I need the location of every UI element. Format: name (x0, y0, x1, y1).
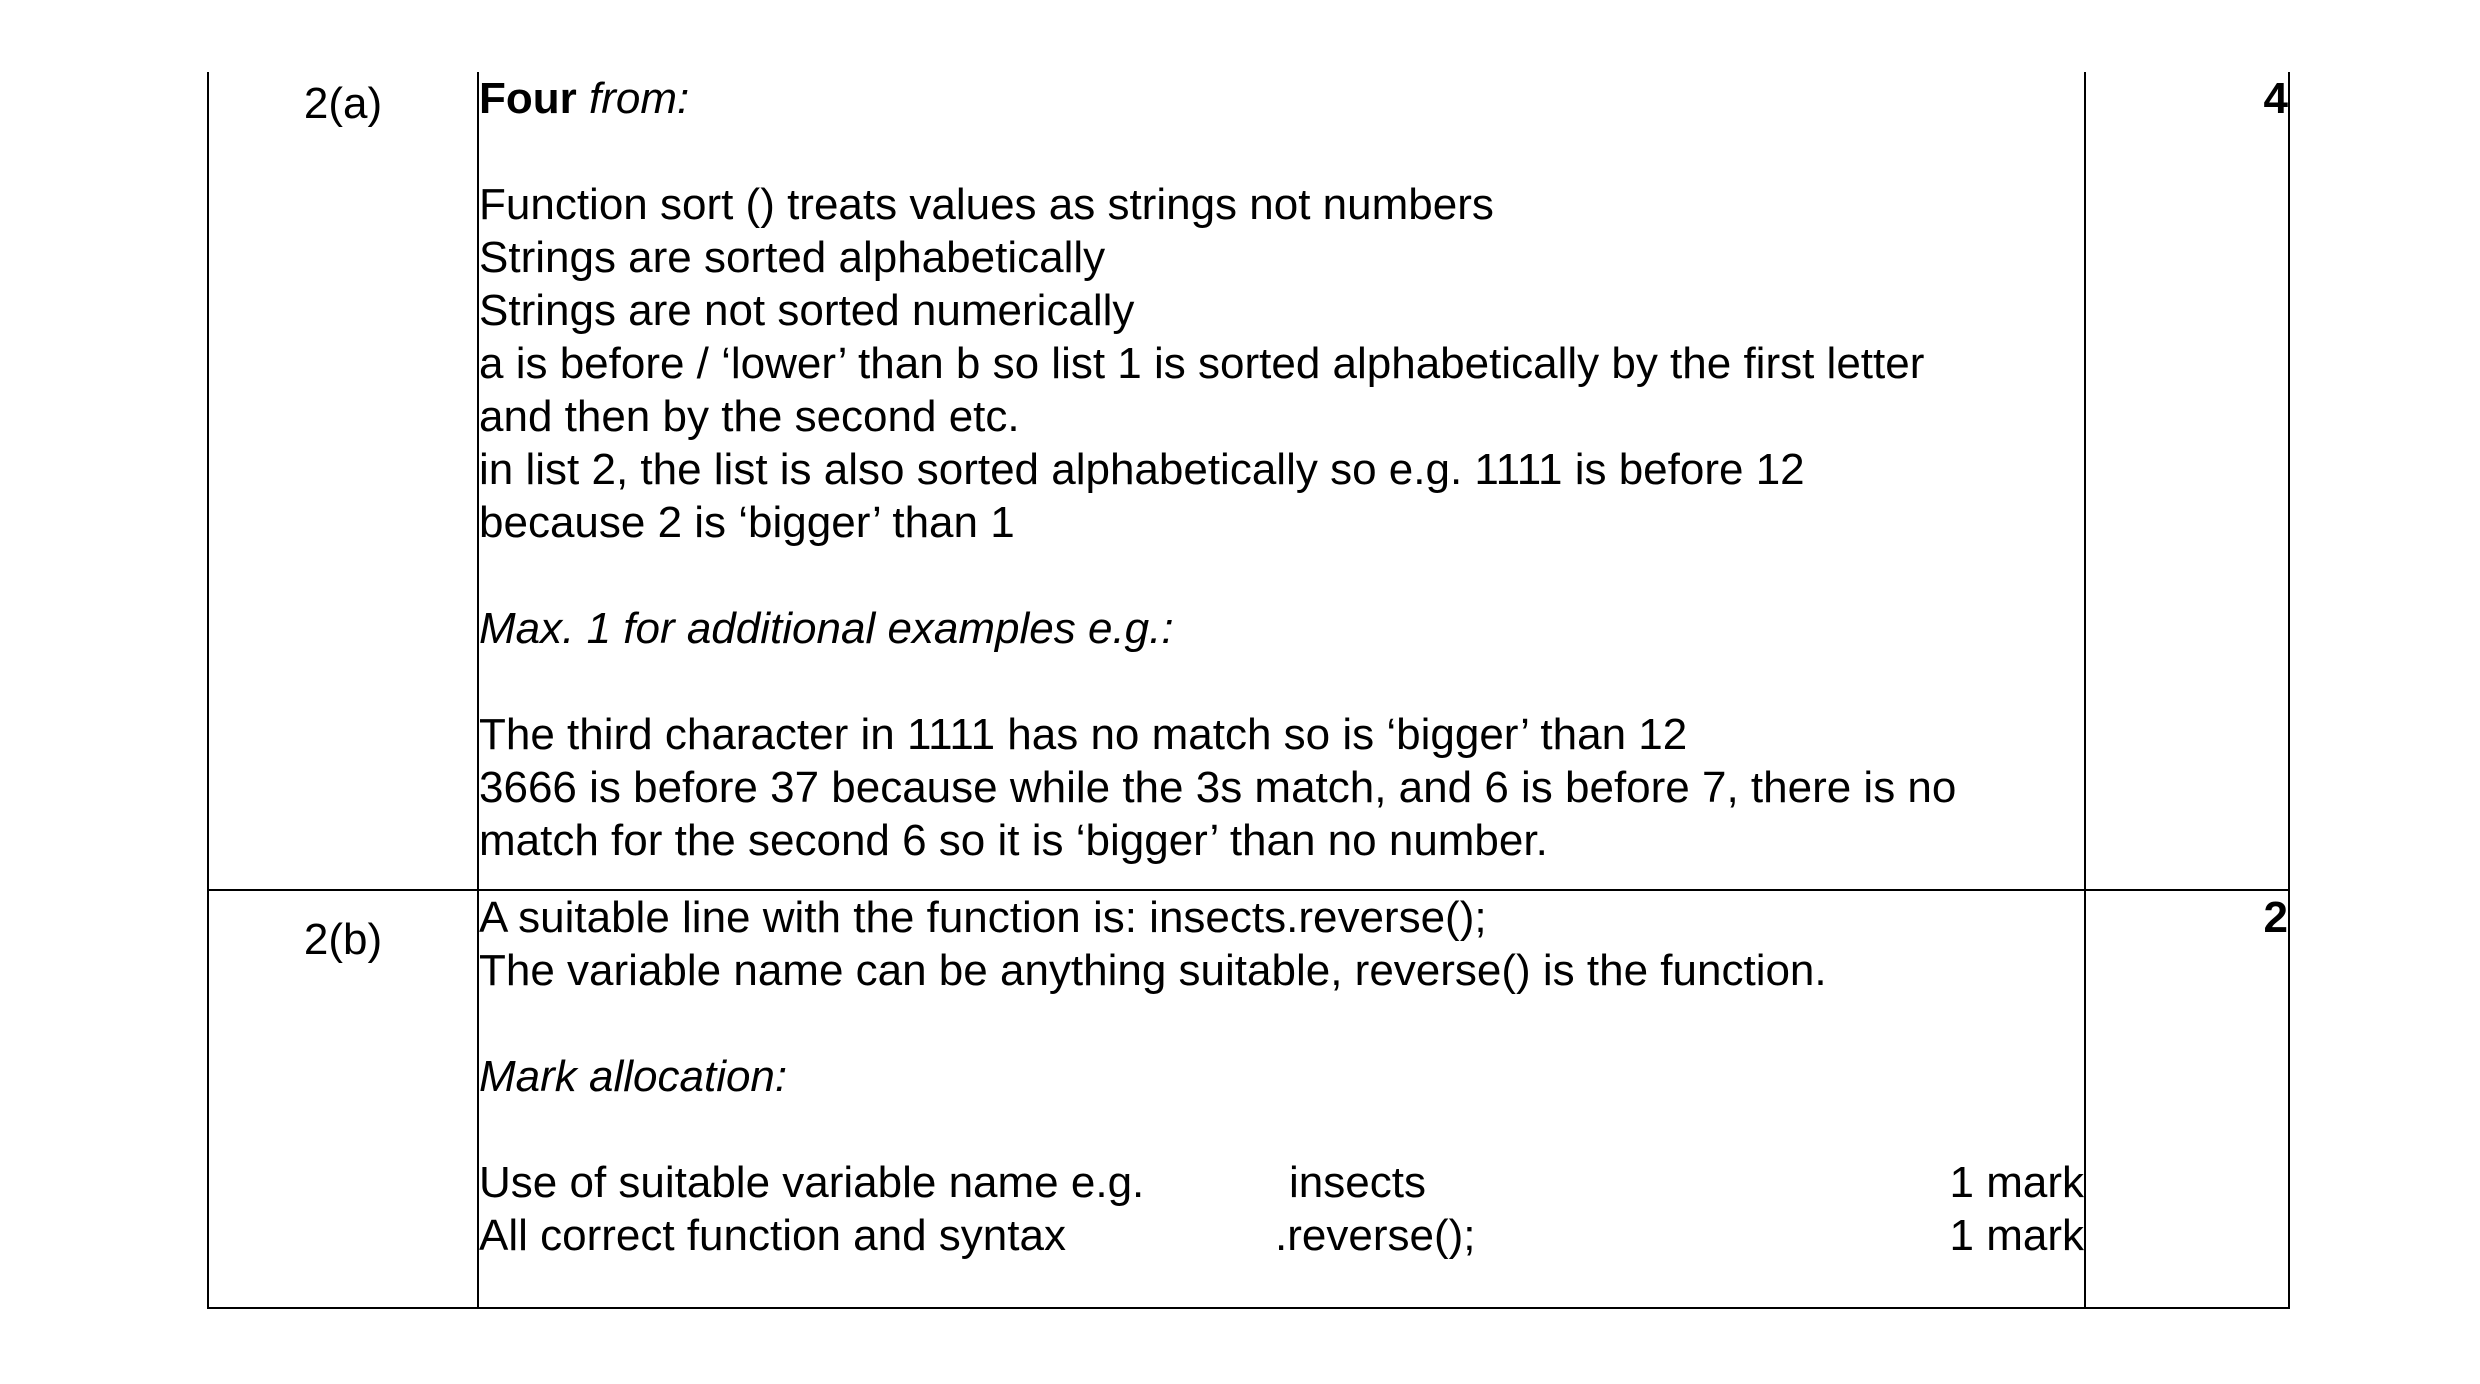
allocation-mark: 1 mark (1949, 1158, 2084, 1207)
answer-point: Strings are not sorted numerically (479, 286, 1135, 335)
allocation-criterion: All correct function and syntax (479, 1211, 1066, 1260)
example-line: 3666 is before 37 because while the 3s match, and 6 is before 7, there is no (479, 763, 1957, 812)
table-row-2b (208, 890, 2289, 1308)
answer-point: in list 2, the list is also sorted alphabetically so e.g. 1111 is before 12 (479, 445, 1805, 494)
marks-cell (2085, 890, 2289, 1308)
answer-point: Strings are sorted alphabetically (479, 233, 1106, 282)
answer-heading (479, 72, 2084, 125)
allocation-heading: Mark allocation: (479, 1052, 788, 1101)
heading-italic: from: (576, 74, 690, 123)
answer-line: A suitable line with the function is: insects.reverse(); (479, 893, 1487, 942)
answer-point: Function sort () treats values as strings not numbers (479, 180, 1494, 229)
question-cell (208, 72, 478, 890)
examples-heading: Max. 1 for additional examples e.g.: (479, 604, 1174, 653)
allocation-example: .reverse(); (1275, 1211, 1476, 1260)
example-line: match for the second 6 so it is ‘bigger’ than no number. (479, 816, 1548, 865)
answer-point: a is before / ‘lower’ than b so list 1 is sorted alphabetically by the first letter (479, 339, 1925, 388)
allocation-criterion: Use of suitable variable name e.g. (479, 1158, 1145, 1207)
marks-value: 2 (2263, 893, 2288, 942)
answer-cell (478, 72, 2085, 890)
question-cell (208, 890, 478, 1308)
answer-cell (478, 890, 2085, 1308)
marks-cell (2085, 72, 2289, 890)
answer-line: The variable name can be anything suitable, reverse() is the function. (479, 946, 1827, 995)
answer-point: because 2 is ‘bigger’ than 1 (479, 498, 1015, 547)
marks-value: 4 (2263, 74, 2288, 123)
allocation-row (479, 1209, 2084, 1262)
table-row-2a (208, 72, 2289, 890)
allocation-mark: 1 mark (1949, 1211, 2084, 1260)
allocation-row (479, 1156, 2084, 1209)
mark-scheme-table (207, 72, 2290, 1309)
question-number: 2(b) (303, 915, 383, 964)
answer-point: and then by the second etc. (479, 392, 1020, 441)
question-number: 2(a) (303, 79, 383, 128)
heading-bold: Four (479, 74, 577, 123)
allocation-example: insects (1289, 1158, 1426, 1207)
example-line: The third character in 1111 has no match so is ‘bigger’ than 12 (479, 710, 1688, 759)
